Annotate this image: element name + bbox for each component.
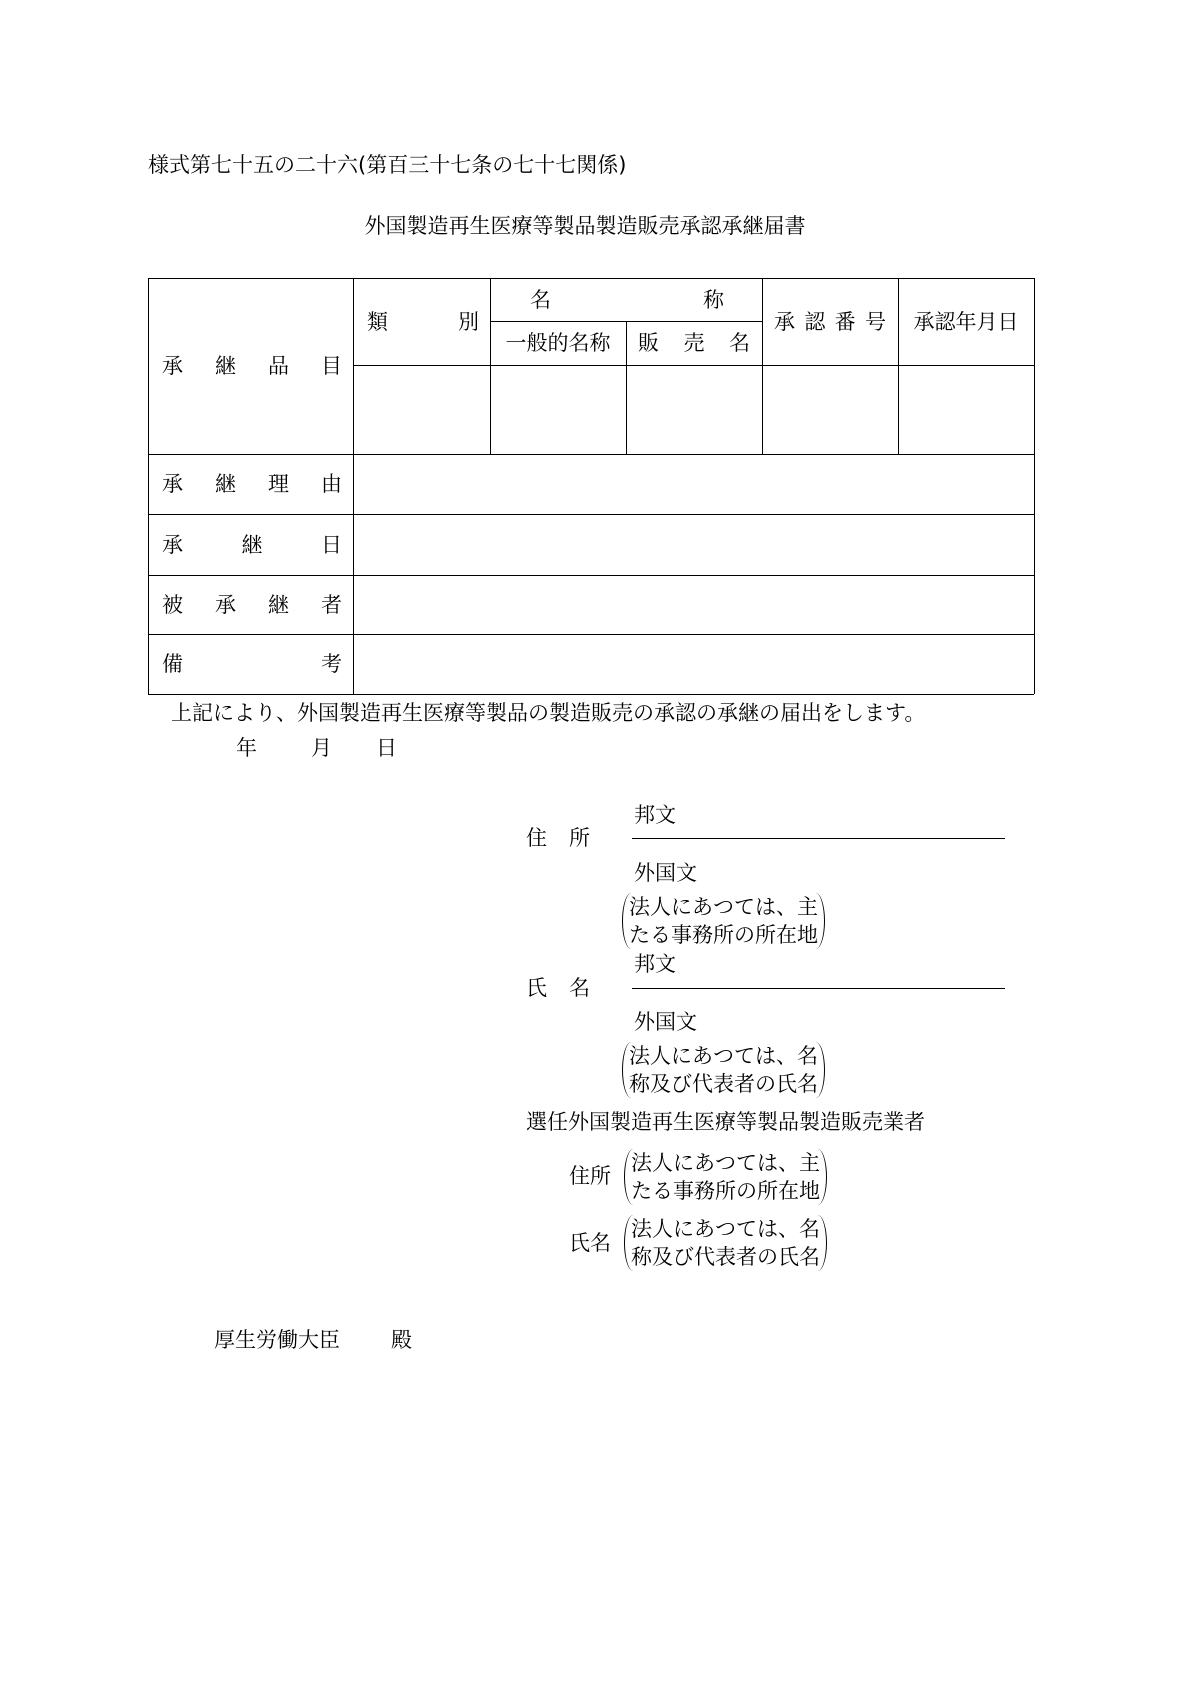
label-char: 類 [367,309,388,334]
label-char: 被 [162,592,183,617]
label-char: 名 [569,976,590,1000]
designated-address-note [624,1149,827,1205]
label-char: 承 [774,309,795,334]
date-year: 年 [236,736,257,760]
label-char: 継 [241,532,263,557]
label-text: 承認年月日 [913,309,1019,334]
form-number: 様式第七十五の二十六(第百三十七条の七十七関係) [148,153,627,177]
sales-name-header [638,321,750,365]
date-day: 日 [376,736,397,760]
statement: 上記により、外国製造再生医療等製品の製造販売の承認の承継の届出をします。 [171,701,926,725]
label-char: 日 [321,532,342,557]
label-char: 号 [864,309,886,334]
note-line: たる事務所の所在地 [631,1179,820,1203]
name-header [530,278,724,321]
label-char: 由 [321,472,342,496]
name-note [622,1042,825,1098]
address-underline [632,838,1005,839]
address-note [622,893,825,949]
label-text: 一般的名称 [505,331,611,355]
label-char: 別 [458,309,479,334]
label-char: 考 [321,652,342,676]
label-char: 名 [530,287,551,312]
label-char: 承 [215,592,236,617]
note-line: 法人にあつては、主 [629,895,818,919]
designated-name-label: 氏名 [569,1231,611,1255]
label-char: 目 [321,354,342,378]
item-label [162,278,342,454]
label-char: 販 [638,331,659,355]
note-line: 法人にあつては、名 [629,1044,818,1068]
note-line: 称及び代表者の氏名 [629,1072,818,1096]
date-month: 月 [311,736,332,760]
applicant-address-label [526,825,590,851]
predecessor-label [162,575,342,634]
label-char: 承 [162,472,183,496]
label-char: 売 [683,331,705,355]
name-japanese-label: 邦文 [634,952,676,976]
honorific: 殿 [391,1328,412,1352]
label-char: 番 [834,309,856,334]
designated-address-label: 住所 [569,1164,611,1188]
label-char: 備 [162,652,183,676]
label-char: 名 [729,331,750,355]
approval-date-header [898,278,1034,365]
label-char: 継 [215,472,236,496]
designated-name-note [624,1215,827,1271]
reason-label [162,454,342,514]
document-title: 外国製造再生医療等製品製造販売承認承継届書 [364,214,806,238]
category-header [367,278,479,365]
designated-heading: 選任外国製造再生医療等製品製造販売業者 [526,1110,925,1134]
label-char: 称 [703,287,724,312]
label-char: 継 [215,354,236,378]
note-line: 法人にあつては、主 [631,1151,820,1175]
label-char: 品 [268,354,289,378]
label-char: 継 [268,592,289,617]
remarks-label [162,634,342,694]
address-foreign-label: 外国文 [634,861,697,885]
label-char: 所 [569,826,590,850]
approval-number-header [774,278,886,365]
label-char: 承 [162,354,183,378]
label-char: 住 [526,826,547,850]
address-japanese-label: 邦文 [634,803,676,827]
applicant-name-label [526,975,590,1001]
note-line: 法人にあつては、名 [631,1217,820,1241]
label-char: 氏 [526,976,547,1000]
name-underline [632,988,1005,989]
note-line: 称及び代表者の氏名 [631,1245,820,1269]
label-char: 者 [321,592,342,617]
label-char: 承 [162,532,183,557]
note-line: たる事務所の所在地 [629,923,818,947]
addressee: 厚生労働大臣 [214,1328,340,1352]
date-label [162,514,342,575]
name-foreign-label: 外国文 [634,1010,697,1034]
label-char: 認 [804,309,826,334]
label-char: 理 [268,472,289,496]
generic-name-header [490,321,626,365]
